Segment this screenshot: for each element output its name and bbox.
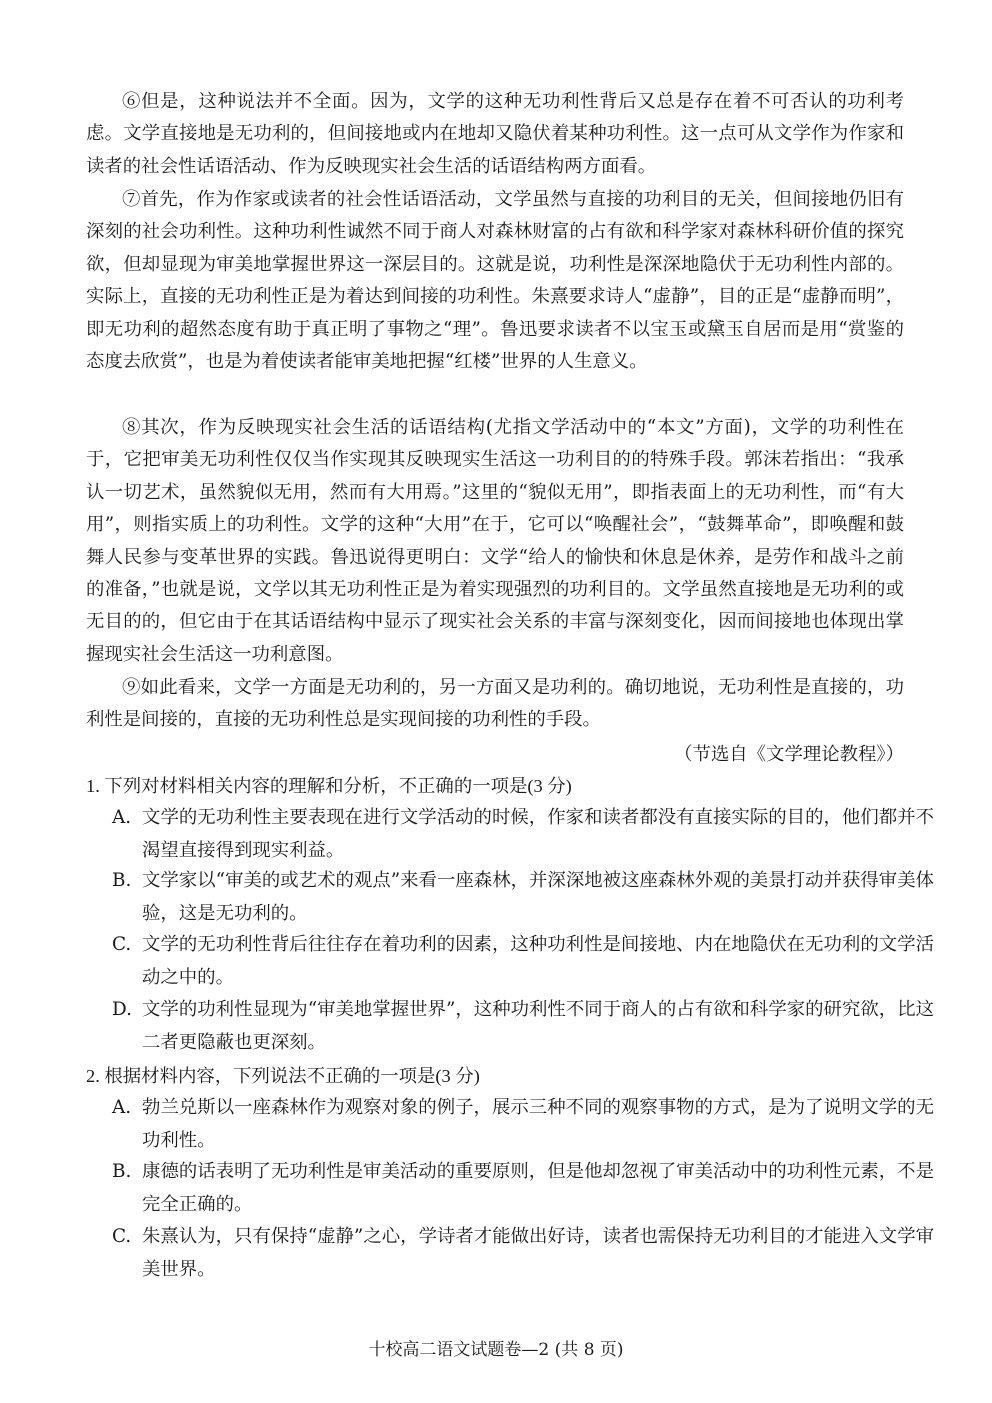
option-text: 文学的无功利性背后往往存在着功利的因素，这种功利性是间接地、内在地隐伏在无功利的文学活动之中的。 xyxy=(142,934,934,988)
option-text: 勃兰兑斯以一座森林作为观察对象的例子，展示三种不同的观察事物的方式，是为了说明文学的无功利性。 xyxy=(142,1097,934,1151)
source-citation: （节选自《文学理论教程》） xyxy=(674,744,904,765)
option-letter: C. xyxy=(112,934,132,955)
option-letter: C. xyxy=(112,1226,132,1247)
option-letter: B. xyxy=(112,870,132,891)
option-letter: A. xyxy=(112,1097,132,1118)
paragraph-8: ⑧其次，作为反映现实社会生活的话语结构(尤指文学活动中的“本文”方面)，文学的功利性在于，它把审美无功利性仅仅当作实现其反映现实生活这一功利目的的特殊手段。郭沫若指出：“我承认一切艺术，虽然貌似无用，然而有大用焉。”这里的“貌似无用”，即指表面上的无功利性，而“有大用”，则指实质上的功利性。文学的这种“大用”在于，它可以“唤醒社会”，“鼓舞革命”，即唤醒和鼓舞人民参与变革世界的实践。鲁迅说得更明白：文学“给人的愉快和休息是休养，是劳作和战斗之前的准备，”也就是说，文学以其无功利性正是为着实现强烈的功利目的。文学虽然直接地是无功利的或无目的的，但它由于在其话语结构中显示了现实社会关系的丰富与深刻变化，因而间接地也体现出掌握现实社会生活这一功利意图。 xyxy=(86,417,904,665)
option-text: 文学家以“审美的或艺术的观点”来看一座森林，并深深地被这座森林外观的美景打动并获得审美体验，这是无功利的。 xyxy=(142,870,934,924)
option-text: 康德的话表明了无功利性是审美活动的重要原则，但是他却忽视了审美活动中的功利性元素，不是完全正确的。 xyxy=(142,1161,934,1215)
question-2-option-b xyxy=(112,1155,934,1221)
option-letter: B. xyxy=(112,1161,132,1182)
question-1-option-b xyxy=(112,864,934,930)
paragraph-6: ⑥但是，这种说法并不全面。因为，文学的这种无功利性背后又总是存在着不可否认的功利考虑。文学直接地是无功利的，但间接地或内在地却又隐伏着某种功利性。这一点可从文学作为作家和读者的社会性话语活动、作为反映现实社会生活的话语结构两方面看。 xyxy=(86,91,904,177)
option-text: 朱熹认为，只有保持“虚静”之心，学诗者才能做出好诗，读者也需保持无功利目的才能进入文学审美世界。 xyxy=(142,1226,934,1280)
question-2-stem: 2. 根据材料内容，下列说法不正确的一项是(3 分) xyxy=(86,1066,480,1086)
question-1-option-a xyxy=(112,801,934,867)
option-text: 文学的无功利性主要表现在进行文学活动的时候，作家和读者都没有直接实际的目的，他们都并不渴望直接得到现实利益。 xyxy=(142,807,934,861)
option-letter: D. xyxy=(112,999,132,1020)
paragraph-9: ⑨如此看来，文学一方面是无功利的，另一方面又是功利的。确切地说，无功利性是直接的，功利性是间接的，直接的无功利性总是实现间接的功利性的手段。 xyxy=(86,677,904,731)
option-letter: A. xyxy=(112,807,132,828)
page-footer: 十校高二语文试题卷—2 (共 8 页) xyxy=(368,1340,624,1360)
question-1-option-d xyxy=(112,993,934,1059)
question-1-stem: 1. 下列对材料相关内容的理解和分析，不正确的一项是(3 分) xyxy=(86,776,572,796)
question-2-option-c xyxy=(112,1220,934,1286)
paragraph-7: ⑦首先，作为作家或读者的社会性话语活动，文学虽然与直接的功利目的无关，但间接地仍旧有深刻的社会功利性。这种功利性诚然不同于商人对森林财富的占有欲和科学家对森林科研价值的探究欲，但却显现为审美地掌握世界这一深层目的。这就是说，功利性是深深地隐伏于无功利性内部的。实际上，直接的无功利性正是为着达到间接的功利性。朱熹要求诗人“虚静”，目的正是“虚静而明”，即无功利的超然态度有助于真正明了事物之“理”。鲁迅要求读者不以宝玉或黛玉自居而是用“赏鉴的态度去欣赏”，也是为着使读者能审美地把握“红楼”世界的人生意义。 xyxy=(86,189,904,373)
question-1-option-c xyxy=(112,928,934,994)
question-2-option-a xyxy=(112,1091,934,1157)
option-text: 文学的功利性显现为“审美地掌握世界”，这种功利性不同于商人的占有欲和科学家的研究欲，比这二者更隐蔽也更深刻。 xyxy=(142,999,934,1053)
